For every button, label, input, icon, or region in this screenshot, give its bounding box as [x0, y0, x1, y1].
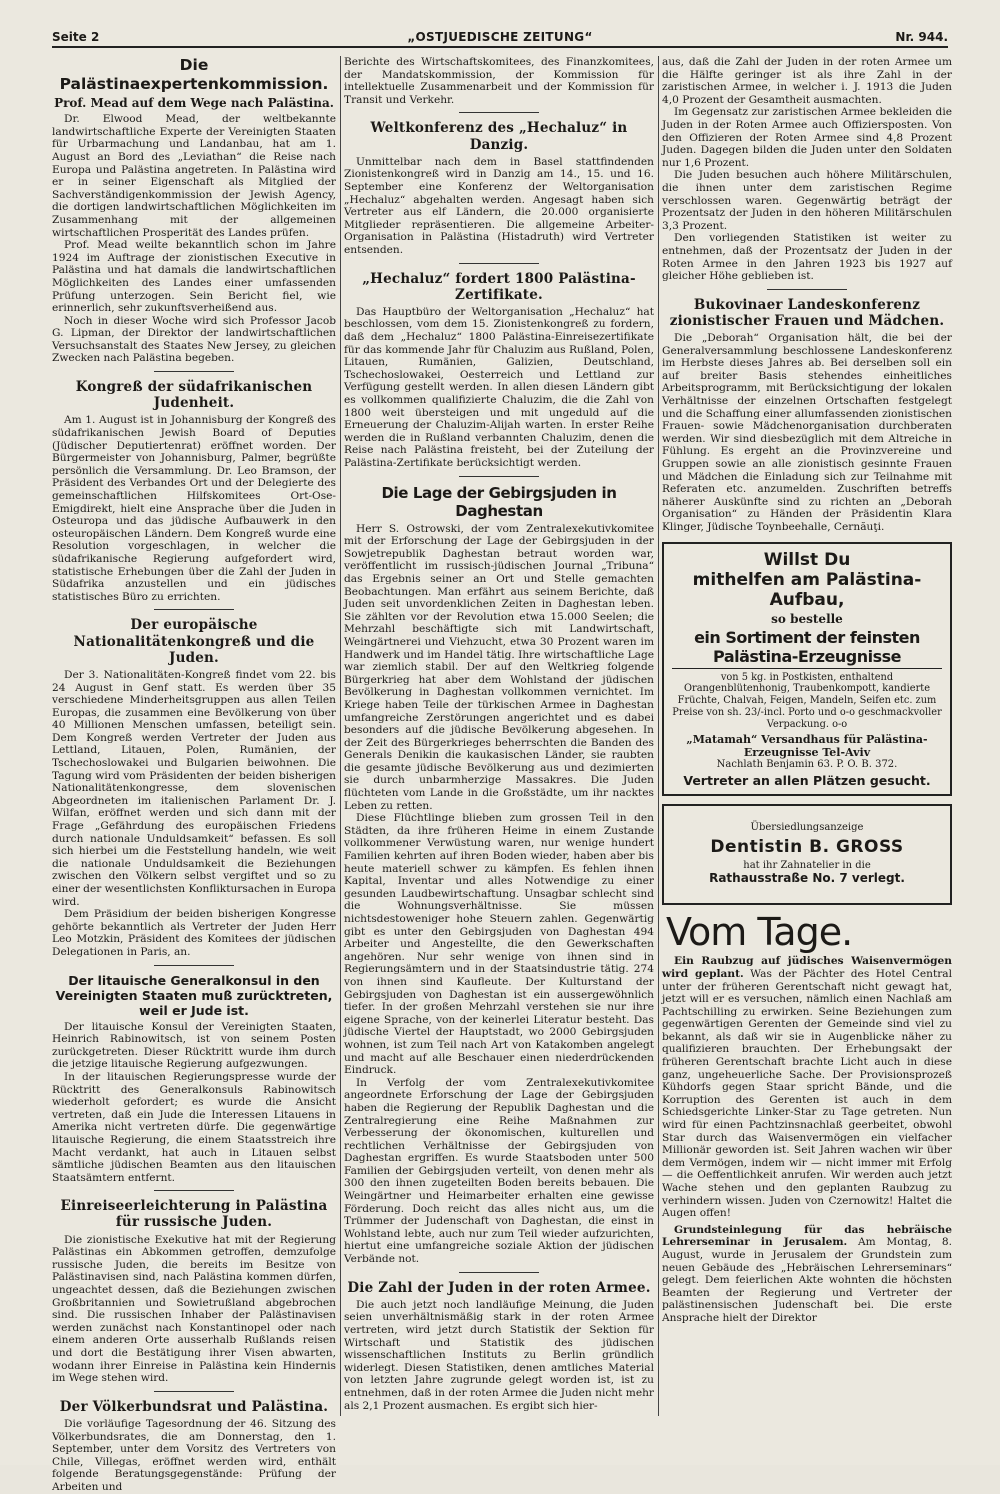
paragraph: Der litauische Konsul der Vereinigten Staaten, Heinrich Rabinowitsch, ist von seinem Posten zurückgetreten. Dieser Rücktritt wurde ihm durch die jetzige litauische Regierung aufgezwungen.: [52, 1020, 336, 1071]
article-body: [52, 669, 336, 959]
article-headline: Der Völkerbundsrat und Palästina.: [59, 1398, 329, 1415]
paragraph: Diese Flüchtlinge blieben zum grossen Teil in den Städten, da ihre früheren Heime in einem Zustande vollkommener Verwüstung waren, nur wenige hundert Familien kehrten auf ihren Boden wieder, haben aber bis heute materiell schwer zu kämpfen. Es fehlen ihnen Kapital, Inventar und alles Notwendige zu einer gesunden Laudbewirtschaftung. Unsagbar schlecht sind die Wohnungsverhältnisse. Sie müssen nichtsdestoweniger hohe Steuern zahlen. Gegenwärtig gibt es unter den Gebirgsjuden von Daghestan 494 Arbeiter und Angestellte, die den Gewerkschaften angehören. Nur sehr wenige von ihnen sind in Regierungsämtern und in der Staatsindustrie tätig. 274 von ihnen sind Kaufleute. Der Kulturstand der Gebirgsjuden von Daghestan ist ein aussergewöhnlich tiefer. In der großen Mehrzahl verstehen sie nur ihre eigene Sprache, von der keinerlei Literatur besteht. Das jüdische Viertel der Hauptstadt, wo 2000 Gebirgsjuden wohnen, ist zum Teil nach Art von Katakomben angelegt und macht auf alle Beschauer einen niederdrückenden Eindruck.: [344, 812, 654, 1077]
paragraph: In der litauischen Regierungspresse wurde der Rücktritt des Generalkonsuls Rabinowitsch wiederholt gefordert; es wurde die Ansicht vertreten, daß ein Jude die Interessen Litauens in Amerika nicht vertreten dürfe. Die gegenwärtige litauische Regierung, die einem Staatsstreich ihre Macht verdankt, hat auch in Litauen selbst sämtliche jüdischen Beamten aus den litauischen Staatsämtern entfernt.: [52, 1070, 336, 1184]
article-separator: [459, 476, 539, 477]
ad-headline: Dentistin B. GROSS: [710, 837, 904, 858]
paragraph: Die „Deborah“ Organisation hält, die bei der Generalversammlung beschlossene Landeskonferenz im Herbste dieses Jahres ab. Bei derselben soll ein auf breiter Basis stehendes einheitliches Arbeitsprogramm, mit Berücksichtigung der lokalen Verhältnisse der einzelnen Ortschaften festgelegt und die Schaffung einer allumfassenden zionistischen Frauen- sowie Mädchenorganisation durchberaten werden. Wir sind diesbezüglich mit dem Altreiche in Fühlung. Es ergeht an die Provinzvereine und Gruppen sowie an alle zionistisch gesinnte Frauen und Mädchen die Einladung sich zur Teilnahme mit Referaten etc. anzumelden. Zuschriften betreffs näherer Auskünfte sind zu richten an „Deborah Organisation“ zu Händen der Präsidentin Klara Klinger, Jüdische Toynbeehalle, Cernăuţi.: [662, 332, 952, 533]
paragraph: Noch in dieser Woche wird sich Professor Jacob G. Lipman, der Direktor der landwirtschaftlichen Versuchsanstalt des Staates New Jersey, zu gleichen Zwecken nach Palästina begeben.: [52, 314, 336, 365]
header-divider: [52, 46, 948, 48]
article-einreiseerleichterung: [52, 1198, 336, 1385]
section-title: Vom Tage.: [666, 910, 853, 955]
newspaper-title: „OSTJUEDISCHE ZEITUNG“: [407, 30, 593, 44]
column-2: [344, 56, 654, 1416]
paragraph: Prof. Mead weilte bekanntlich schon im Jahre 1924 im Auftrage der zionistischen Executive in Palästina und hat damals die landwirtschaftlichen Möglichkeiten des Landes einer umfassenden Prüfung unterzogen. Sein Bericht fiel, wie erinnerlich, sehr zukunftsverheißend aus.: [52, 239, 336, 315]
article-body: [662, 955, 952, 1219]
article-headline: Bukovinaer Landeskonferenz zionistischer Frauen und Mädchen.: [669, 296, 945, 329]
ad-headline: mithelfen am Palästina-Aufbau,: [692, 569, 922, 610]
article-separator: [459, 1272, 539, 1273]
ad-text: Übersiedlungsanzeige: [750, 822, 864, 834]
paragraph: Das Hauptbüro der Weltorganisation „Hechaluz“ hat beschlossen, vom dem 15. Zionistenkongreß zu fordern, daß dem „Hechaluz“ 1800 Palästina-Einreisezertifikate für das kommende Jahr für Chaluzim aus Rußland, Polen, Litauen, Rumänien, Galizien, Deutschland, Tschechoslowakei, Oesterreich und Lettland zur Verfügung gestellt werden. In allen diesen Ländern gibt es vollkommen qualifizierte Chaluzim, die die Zahl von 1800 weit übersteigen und mit ungeduld auf die Erneuerung der Chaluzim-Alijah warten. In erster Reihe werden die in Rußland verbannten Chaluzim, denen die Reise nach Palästina freisteht, bei der Zuteilung der Palästina-Zertifikate berücksichtigt werden.: [344, 305, 654, 469]
article-headline: Die Lage der Gebirgsjuden in Daghestan: [381, 483, 617, 520]
article-separator: [459, 112, 539, 113]
article-separator: [459, 263, 539, 264]
article-grundsteinlegung: [662, 1224, 952, 1325]
page-number: Seite 2: [52, 30, 100, 44]
paragraph: Die vorläufige Tagesordnung der 46. Sitzung des Völkerbundsrates, die am Donnerstag, den 1. September, unter dem Vorsitz des Vertreters von Chile, Villegas, eröffnet werden wird, enthält folgende Beratungsgegenstände: Prüfung der Arbeiten und: [52, 1417, 336, 1493]
paragraph: Dr. Elwood Mead, der weltbekannte landwirtschaftliche Experte der Vereinigten Staaten für Urbarmachung und Landanbau, hat am 1. August an Bord des „Leviathan“ die Reise nach Europa und Palästina angetreten. In Palästina wird er in seiner Eigenschaft als Mitglied der Sachverständigenkommission der Jewish Agency, die dortigen landwirtschaftlichen Möglichkeiten im Zusammenhang mit der allgemeinen wirtschaftlichen Prosperität des Landes prüfen.: [52, 113, 336, 239]
article-separator: [154, 965, 234, 966]
paragraph: Am 1. August ist in Johannisburg der Kongreß des südafrikanischen Jewish Board of Deputies (Jüdischer Deputiertenrat) eröffnet worden. Der Bürgermeister von Johannisburg, Palmer, begrüßte persönlich die Versammlung. Dr. Leo Bramson, der Präsident des Verbandes Ort und der Delegierte des gemeinschaftlichen Hilfskomitees Ort-Ose-Emigdirekt, hielt eine Ansprache über die Juden in Osteuropa und das jüdische Aufbauwerk in den osteuropäischen Ländern. Dem Kongreß wurde eine Resolution vorgeschlagen, in welcher die südafrikanische Regierung aufgefordert wird, statistische Erhebungen über die Zahl der Juden in Südafrika anzustellen und ein jüdisches statistisches Büro zu errichten.: [52, 414, 336, 603]
column-1: [52, 56, 336, 1493]
article-headline: Einreiseerleichterung in Palästina für russische Juden.: [60, 1198, 328, 1231]
article-body: [52, 1418, 336, 1494]
paragraph: In Verfolg der vom Zentralexekutivkomitee angeordnete Erforschung der Lage der Gebirgsjuden haben die Regierung der Republik Daghestan und die Zentralregierung eine Reihe Maßnahmen zur Verbesserung der ökonomischen, kulturellen und rechtlichen Verhältnisse der Gebirgsjuden von Daghestan ergriffen. Es wurde Staatsboden unter 500 Familien der Gebirgsjuden verteilt, von denen mehr als 300 den ihnen zugeteilten Boden bereits bebauen. Die Weingärtner und Heimarbeiter erhalten eine gewisse Förderung. Doch reicht das alles nicht aus, um die Trümmer der Judenschaft von Daghestan, die einst in Wohlstand lebte, auch nur zum Teil wieder aufzurichten, hiertut eine umfangreiche soziale Aktion der jüdischen Verbände not.: [344, 1076, 654, 1266]
paragraph: [662, 955, 952, 1219]
article-body: [52, 1021, 336, 1185]
article-voelkerbundsrat: [52, 1399, 336, 1494]
article-lead: Ein Raubzug auf jüdisches Waisenvermögen wird geplant.: [662, 955, 952, 980]
article-headline: Die Zahl der Juden in der roten Armee.: [347, 1279, 651, 1296]
article-body: [662, 332, 952, 534]
paragraph: aus, daß die Zahl der Juden in der roten Armee um die Hälfte geringer ist als ihre Zahl in der zaristischen Armee, in welcher i. J. 1913 die Juden 4,0 Prozent der Gesamtheit ausmachten.: [662, 56, 952, 106]
paragraph: Herr S. Ostrowski, der vom Zentralexekutivkomitee mit der Erforschung der Lage der Gebirgsjuden in der Sowjetrepublik Daghestan betraut worden war, veröffentlicht im russisch-jüdischen Journal „Tribuna“ das Ergebnis seiner an Ort und Stelle gemachten Beobachtungen. Man erfährt aus seinem Berichte, daß Juden seit unvordenklichen Zeiten in Daghestan leben. Sie zählten vor der Revolution etwa 15.000 Seelen; die Mehrzahl beschäftigte sich mit Landwirtschaft, Weingärtnerei und Viehzucht, etwa 30 Prozent waren im Handwerk und im Handel tätig. Ihre wirtschaftliche Lage war ziemlich stabil. Der auf den Weltkrieg folgende Bürgerkrieg hat aber dem Wohlstand der jüdischen Bevölkerung in Daghestan vollkommen vernichtet. Im Kriege haben Teile der türkischen Armee in Daghestan umfangreiche Zerstörungen angerichtet und es dabei besonders auf die jüdische Bevölkerung abgesehen. In der Zeit des Bürgerkrieges beherrschten die Banden des Generals Denikin die kaukasischen Länder, sie raubten die gesamte jüdische Bevölkerung aus und dezimierten sie durch unbarmherzige Massakres. Die Juden flüchteten vom Lande in die Großstädte, um ihr nacktes Leben zu retten.: [344, 522, 654, 812]
article-text: Was der Pächter des Hotel Central unter der früheren Gerentschaft nicht gewagt hat, jetzt will er es versuchen, nämlich einen Nachlaß am Pachtschilling zu erwirken. Seine Beziehungen zum gegenwärtigen Gerenten der Gemeinde sind viel zu bekannt, als daß wir sie in Augenblicke näher zu qualifizieren brauchten. Der Erhebungsakt der früheren Gerentschaft brachte Licht auch in diese ganz, ungeheuerliche Sache. Der Provisionsprozeß Kühdorfs gegen Staar spricht Bände, und die Korruption des Gerenten ist auch in dem Schiedsgerichte Linker-Star zu Tage getreten. Nun wird für einen Pachtzinsnachlaß geerbeitet, obwohl Star durch das Waisenvermögen ein vielfacher Millionär geworden ist. Seit Jahren wachen wir über dem Vermögen, indem wir — nicht immer mit Erfolg — die Oeffentlichkeit anrufen. Wir werden auch jetzt Wache stehen und den geplanten Raubzug zu verhindern wissen. Juden von Czernowitz! Haltet die Augen offen!: [662, 967, 952, 1220]
page-header: [52, 26, 948, 48]
ad-address: Rathausstraße No. 7 verlegt.: [709, 871, 905, 886]
article-body: [52, 113, 336, 365]
article-separator: [154, 1391, 234, 1392]
article-raubzug-waisenvermoegen: [662, 955, 952, 1219]
article-headline: Der litauische Generalkonsul in den Vereinigten Staaten muß zurücktreten, weil er Jude ist.: [55, 972, 333, 1018]
ad-footer: Vertreter an allen Plätzen gesucht.: [683, 773, 931, 789]
ad-text: so bestelle: [771, 611, 843, 626]
article-lead: Grundsteinlegung für das hebräische Lehrerseminar in Jerusalem.: [662, 1223, 952, 1249]
article-headline: Kongreß der südafrikanischen Judenheit.: [75, 379, 313, 412]
article-gebirgsjuden-daghestan: [344, 484, 654, 1266]
paragraph: [662, 1224, 952, 1325]
article-nationalitaetenkongress: [52, 617, 336, 958]
paragraph: Die zionistische Exekutive hat mit der Regierung Palästinas ein Abkommen getroffen, demzufolge russische Juden, die bereits im Besitze von Palästinavisen sind, nach Palästina kommen dürfen, ungeachtet dessen, daß die Beziehungen zwischen Großbritannien und Sowietrußland abgebrochen sind. Die russischen Inhaber der Palästinavisen werden zunächst nach Konstantinopel oder nach einem anderen Orte ausserhalb Rußlands reisen und dort die Bestätigung ihrer Visen abwarten, wodann ihrer Einreise in Palästina kein Hindernis im Wege stehen wird.: [52, 1233, 336, 1385]
ad-address: Nachlath Benjamin 63. P. O. B. 372.: [716, 759, 898, 771]
article-body: [52, 1234, 336, 1385]
paragraph: Den vorliegenden Statistiken ist weiter zu entnehmen, daß der Prozentsatz der Juden in der Roten Armee in den Jahren 1923 bis 1927 auf gleicher Höhe geblieben ist.: [662, 232, 952, 283]
article-text: Am Montag, 8. August, wurde in Jerusalem der Grundstein zum neuen Gebäude des „Hebräischen Lehrerseminars“ gelegt. Dem feierlichen Akte wohnten die höchsten Beamten der Regierung und Vertreter der palästinensischen Judenschaft bei. Die erste Ansprache hielt der Direktor: [662, 1236, 952, 1324]
article-bukovinaer-landeskonferenz: [662, 297, 952, 534]
paragraph: Berichte des Wirtschaftskomitees, des Finanzkomitees, der Mandatskommission, der Kommission für intellektuelle Zusammenarbeit und der Kommission für Transit und Verkehr.: [344, 56, 654, 106]
article-body: [344, 156, 654, 257]
article-weltkonferenz-hechaluz: [344, 120, 654, 256]
article-litauischer-generalkonsul: [52, 973, 336, 1185]
article-palaestinaexpertenkommission: [52, 56, 336, 365]
article-headline: Die Palästinaexpertenkommission.: [59, 56, 329, 93]
column-divider: [658, 56, 659, 1416]
article-headline: Der europäische Nationalitätenkongreß und die Juden.: [73, 617, 315, 666]
ad-company: „Matamah“ Versandhaus für Palästina-Erzeugnisse Tel-Aviv: [686, 733, 928, 760]
article-body: [344, 306, 654, 470]
article-separator: [767, 289, 847, 290]
article-headline: Weltkonferenz des „Hechaluz“ in Danzig.: [370, 120, 628, 153]
column-3: [662, 56, 952, 1416]
paragraph: Die Juden besuchen auch höhere Militärschulen, die ihnen unter dem zaristischen Regime verschlossen waren. Gegenwärtig beträgt der Prozentsatz der Juden in den höheren Militärschulen 3,3 Prozent.: [662, 169, 952, 232]
article-body: [662, 1224, 952, 1325]
article-separator: [154, 1190, 234, 1191]
ad-details: von 5 kg. in Postkisten, enthaltend Orangenblütenhonig, Traubenkompott, kandierte Früchte, Chalvah, Feigen, Mandeln, Seifen etc. zum Preise von sh. 23/-incl. Porto und o-o geschmackvoller Verpackung. o-o: [672, 671, 942, 730]
advertisement-palaestina-erzeugnisse: [662, 542, 952, 797]
paragraph: Der 3. Nationalitäten-Kongreß findet vom 22. bis 24 August in Genf statt. Es werden über 35 verschiedene Minderheitsgruppen aus allen Teilen Europas, die zusammen eine Bevölkerung von über 40 Millionen Menschen umfassen, beteiligt sein. Dem Kongreß werden Vertreter der Juden aus Lettland, Litauen, Polen, Rumänien, der Tschechoslowakei und Bulgarien beiwohnen. Die Tagung wird vom Präsidenten der beiden bisherigen Nationalitätenkongresse, dem slovenischen Abgeordneten im italienischen Parlament Dr. J. Wilfan, eröffnet werden und sich dann mit der Frage „Gefährdung des europäischen Friedens durch nationale Unduldsamkeit“ befassen. Es soll sich hierbei um die Feststellung handeln, wie weit die nationale Unduldsamkeit die Beziehungen zwischen den Völkern selbst vergiftet und so zu einer der wesentlichsten Konfliktursachen in Europa wird.: [52, 668, 336, 908]
paragraph: Unmittelbar nach dem in Basel stattfindenden Zionistenkongreß wird in Danzig am 14., 15. und 16. September eine Konferenz der Weltorganisation „Hechaluz“ abgehalten werden. Angesagt haben sich Vertreter aus elf Ländern, die 20.000 organisierte Mitglieder repräsentieren. Die allgemeine Arbeiter-Organisation in Palästina (Histadruth) wird Vertreter entsenden.: [344, 155, 654, 256]
article-continuation: [662, 56, 952, 283]
article-headline: „Hechaluz“ fordert 1800 Palästina-Zertifikate.: [362, 270, 636, 303]
paragraph: Dem Präsidium der beiden bisherigen Kongresse gehörte bekanntlich als Vertreter der Juden Herr Leo Motzkin, Präsident des Komitees der jüdischen Delegationen in Paris, an.: [52, 908, 336, 958]
article-body: [344, 523, 654, 1266]
issue-number: Nr. 944.: [895, 30, 948, 44]
article-separator: [154, 371, 234, 372]
article-kongress-suedafrika: [52, 379, 336, 603]
ad-text: hat ihr Zahnatelier in die: [743, 860, 871, 872]
paragraph: Die auch jetzt noch landläufige Meinung, die Juden seien unverhältnismäßig stark in der roten Armee vertreten, wird jetzt durch Statistik der Sektion für Wirtschaft und Statistik des jüdischen wissenschaftlichen Instituts zu Berlin gründlich widerlegt. Diesen Statistiken, denen amtliches Material von letzten Jahre zugrunde gelegt worden ist, ist zu entnehmen, daß in der roten Armee die Juden nicht mehr als 2,1 Prozent ausmachen. Es ergibt sich hier-: [344, 1298, 654, 1412]
paragraph: Im Gegensatz zur zaristischen Armee bekleiden die Juden in der Roten Armee auch Offiziersposten. Von den Offizieren der Roten Armee sind 4,8 Prozent Juden. Dagegen bilden die Juden unter den Soldaten nur 1,6 Prozent.: [662, 106, 952, 169]
article-hechaluz-zertifikate: [344, 271, 654, 470]
article-body: [52, 414, 336, 603]
article-subheadline: Prof. Mead auf dem Wege nach Palästina.: [54, 96, 334, 111]
column-divider: [340, 56, 341, 1416]
ad-headline: Willst Du: [763, 549, 851, 570]
advertisement-dentistin: [662, 804, 952, 905]
article-continuation: [344, 56, 654, 106]
article-juden-rote-armee: [344, 1280, 654, 1413]
article-separator: [154, 609, 234, 610]
ad-product-line: ein Sortiment der feinsten Palästina-Erzeugnisse: [672, 628, 942, 669]
article-body: [344, 1299, 654, 1412]
